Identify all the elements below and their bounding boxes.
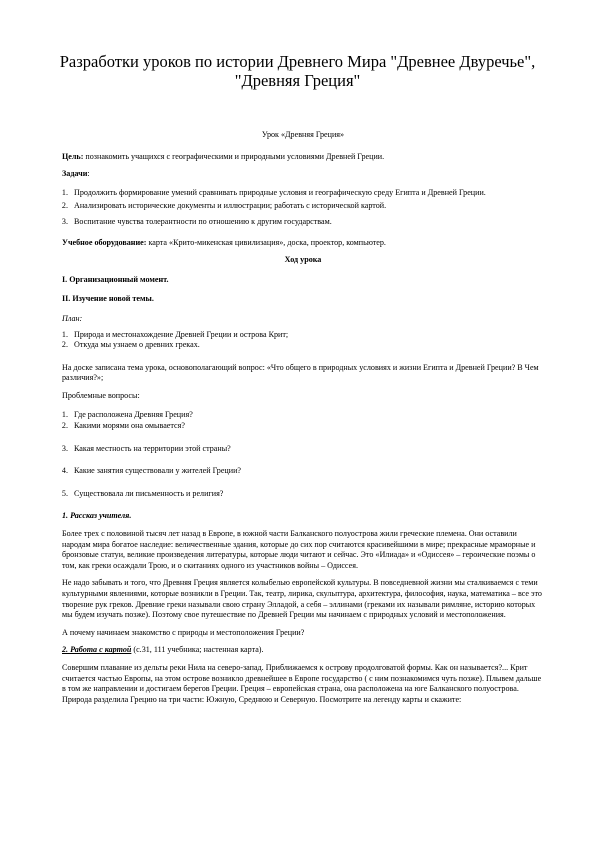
list-item <box>63 410 544 421</box>
list-item <box>63 444 544 455</box>
document-title-line-1: Разработки уроков по истории Древнего Мира "Древнее Двуречье", <box>59 52 536 71</box>
list-item-text: Продолжить формирование умений сравнивать природные условия и географическую среду Египта и Древней Греции. <box>74 187 486 197</box>
list-item-number: 5. <box>61 488 68 498</box>
list-item-text: Где расположена Древняя Греция? <box>74 409 193 419</box>
equipment-paragraph <box>62 238 544 249</box>
equipment-text: карта «Крито-микенская цивилизация», доска, проектор, компьютер. <box>146 237 386 247</box>
list-item <box>63 330 544 341</box>
list-item-text: Анализировать исторические документы и иллюстрации; работать с исторической картой. <box>74 201 387 211</box>
plan-label: План: <box>62 313 83 323</box>
tasks-colon: : <box>87 169 90 179</box>
list-item <box>63 201 544 212</box>
list-item-number: 2. <box>61 421 68 431</box>
questions-list <box>62 410 544 500</box>
list-item <box>63 466 544 477</box>
tasks-list <box>62 188 544 228</box>
list-item <box>63 489 544 500</box>
plan-list <box>62 330 544 351</box>
story-paragraph-3: А почему начинаем знакомство с природы и местоположения Греции? <box>62 627 305 637</box>
list-item-text: Воспитание чувства толерантности по отношению к другим государствам. <box>74 216 332 226</box>
list-item-number: 1. <box>61 409 68 419</box>
lesson-progress-heading: Ход урока <box>284 255 322 265</box>
list-item-text: Какими морями она омывается? <box>74 421 185 431</box>
tasks-heading <box>62 169 544 180</box>
list-item-number: 2. <box>61 201 68 211</box>
goal-label: Цель: <box>62 151 84 161</box>
goal-text: познакомить учащихся с географическими и природными условиями Древней Греции. <box>83 151 385 161</box>
map-paragraph-1: Совершим плавание из дельты реки Нила на северо-запад. Приближаемся к острову продолговатой формы. Как он называется?... Крит считается частью Европы, на этом острове возникло древнейшее в Европе государство ( с ним познакомимся чуть позже). Плывем дальше в том же направлении и достигаем берегов Греции. Греция – европейская страна, она расположена на юге Балканского полуострова. Природа разделила Грецию на три части: Южную, Среднюю и Северную. Посмотрите на легенду карты и скажите: <box>62 663 542 704</box>
map-work-heading: 2. Работа с картой <box>62 645 132 655</box>
list-item-text: Природа и местонахождение Древней Греции и острова Крит; <box>74 329 289 339</box>
list-item <box>63 188 544 199</box>
document-title <box>40 52 555 90</box>
list-item <box>63 421 544 432</box>
list-item-number: 1. <box>61 187 68 197</box>
tasks-label: Задачи <box>62 169 88 179</box>
board-paragraph: На доске записана тема урока, основополагающий вопрос: «Что общего в природных условиях и жизни Египта и Древней Греции? В Чем различия?»; <box>62 362 539 383</box>
document-title-line-2: "Древняя Греция" <box>234 71 361 90</box>
list-item-text: Какие занятия существовали у жителей Греции? <box>74 466 242 476</box>
section-heading-organizational: I. Организационный момент. <box>62 274 169 284</box>
lesson-title: Урок «Древняя Греция» <box>261 130 345 139</box>
goal-paragraph <box>62 152 544 163</box>
map-work-note: (с.31, 111 учебника; настенная карта). <box>131 645 264 655</box>
list-item-text: Существовала ли письменность и религия? <box>74 488 224 498</box>
story-paragraph-2: Не надо забывать и того, что Древняя Греция является колыбелью европейской культуры. В повседневной жизни мы сталкиваемся с теми культурными явлениями, которые возникли в Греции. Так, театр, лирика, скульптура, архитектура, философия, наука, математика – все это творение рук греков. Древние греки называли свою страну Элладой, а себя – эллинами (греками их называли римляне, историю которых мы будем изучать позже). Поэтому свое путешествие по Древней Греции мы начинаем с природных условий и местоположения. <box>62 578 542 620</box>
teacher-story-heading: 1. Рассказ учителя. <box>62 511 132 521</box>
list-item-number: 3. <box>61 216 68 226</box>
list-item-text: Какая местность на территории этой страны? <box>74 443 231 453</box>
story-paragraph-1: Более трех с половиной тысяч лет назад в Европе, в южной части Балканского полуострова жили греческие племена. Они оставили народам мира богатое наследие: величественные здания, которые до сих пор считаются красивейшими в мире; прекрасные мраморные и бронзовые статуи, великие произведения литературы, которые люди читают и сейчас. Это «Илиада» и «Одиссея» – героические поэмы о том, как греки осаждали Трою, и о скитаниях одного из участников войны – Одиссея. <box>62 529 536 570</box>
list-item <box>63 340 544 351</box>
equipment-label: Учебное оборудование: <box>62 237 147 247</box>
lesson-content <box>62 130 544 712</box>
list-item-number: 1. <box>61 329 68 339</box>
problem-questions-label: Проблемные вопросы: <box>62 390 140 400</box>
list-item-number: 3. <box>61 443 68 453</box>
list-item-number: 2. <box>61 340 68 350</box>
section-heading-new-topic: II. Изучение новой темы. <box>62 294 154 304</box>
list-item <box>63 217 544 228</box>
map-work-paragraph <box>62 645 544 656</box>
list-item-text: Откуда мы узнаем о древних греках. <box>74 340 200 350</box>
list-item-number: 4. <box>61 466 68 476</box>
